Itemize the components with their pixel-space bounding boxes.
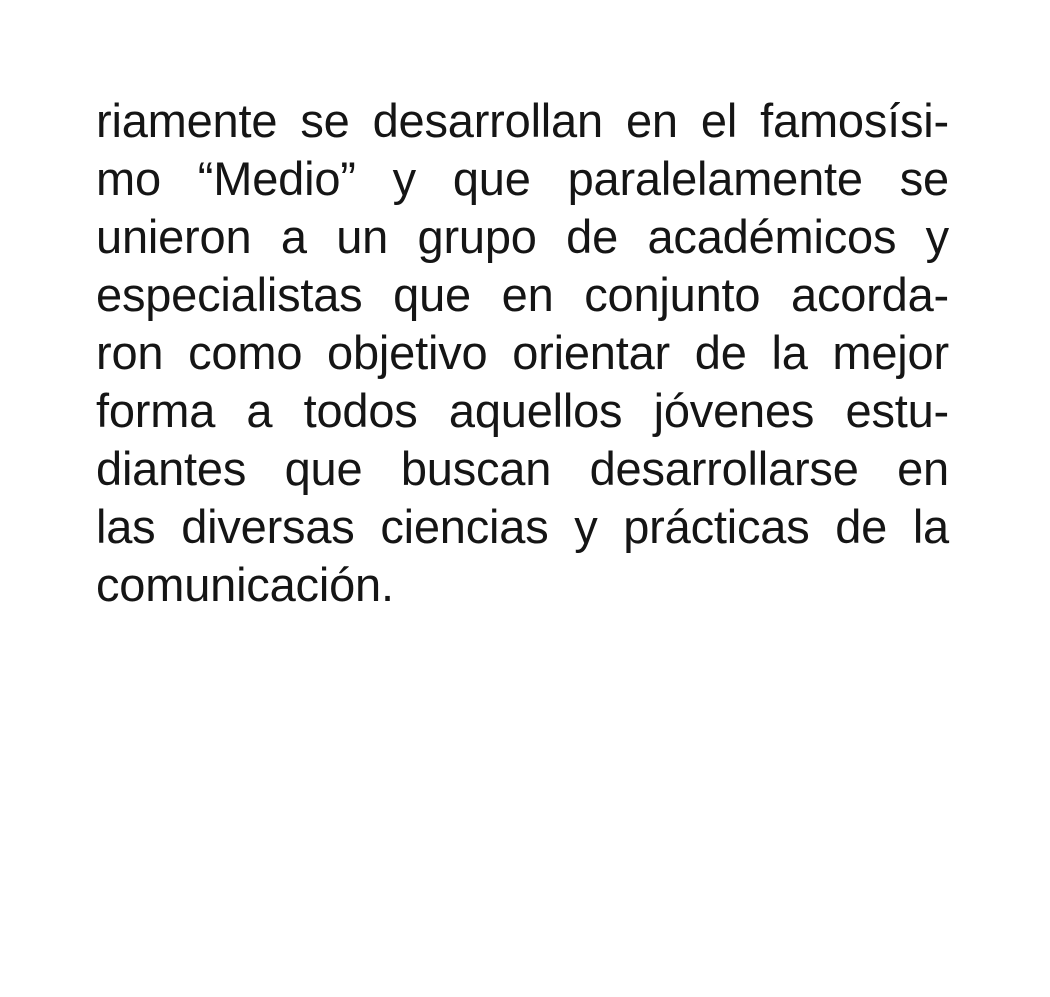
text-word: ron [96, 326, 164, 379]
text-word: mejor [832, 326, 949, 379]
text-word: mo [96, 152, 161, 205]
text-word: que [284, 442, 363, 495]
text-word: se [300, 94, 350, 147]
text-word: el [700, 94, 738, 147]
text-word: la [771, 326, 808, 379]
text-word: en [897, 442, 949, 495]
text-word: forma [96, 384, 216, 437]
text-word: todos [303, 384, 418, 437]
text-word: paralelamente [567, 152, 863, 205]
text-word: conjunto [584, 268, 761, 321]
text-line [96, 440, 949, 498]
text-line [96, 150, 949, 208]
text-word: en [501, 268, 554, 321]
text-line [96, 556, 949, 614]
text-word: un [336, 210, 389, 263]
text-word: buscan [400, 442, 552, 495]
text-word: a [246, 384, 273, 437]
text-word: y [392, 152, 416, 205]
text-word: aquellos [448, 384, 623, 437]
text-word: desarrollarse [589, 442, 859, 495]
text-line [96, 324, 949, 382]
text-word: y [574, 500, 598, 553]
text-line [96, 92, 949, 150]
text-word: orientar [512, 326, 670, 379]
text-line [96, 382, 949, 440]
paragraph-block [96, 92, 949, 614]
text-word: y [925, 210, 949, 263]
text-word: de [835, 500, 888, 553]
text-word: ciencias [380, 500, 549, 553]
text-word: desarrollan [372, 94, 603, 147]
text-word: a [280, 210, 307, 263]
text-word: de [566, 210, 619, 263]
text-word: prácticas [623, 500, 810, 553]
text-word: diversas [181, 500, 355, 553]
text-word: en [625, 94, 678, 147]
text-line [96, 266, 949, 324]
text-word: famosísi- [760, 94, 949, 147]
text-word: como [188, 326, 303, 379]
text-word: grupo [417, 210, 537, 263]
text-word: de [694, 326, 747, 379]
text-line [96, 498, 949, 556]
text-word: que [452, 152, 531, 205]
text-word: académicos [647, 210, 897, 263]
text-word: comunicación. [96, 558, 394, 611]
text-word: que [393, 268, 471, 321]
text-word: diantes [96, 442, 247, 495]
text-word: las [96, 500, 156, 553]
text-word: unieron [96, 210, 252, 263]
text-word: estu- [845, 384, 949, 437]
text-word: jóvenes [653, 384, 815, 437]
text-line [96, 208, 949, 266]
text-word: acorda- [791, 268, 949, 321]
text-word: riamente [96, 94, 278, 147]
body-paragraph [96, 92, 949, 614]
text-word: se [899, 152, 949, 205]
text-word: “Medio” [197, 152, 356, 205]
text-word: la [912, 500, 949, 553]
text-word: objetivo [327, 326, 488, 379]
text-word: especialistas [96, 268, 363, 321]
